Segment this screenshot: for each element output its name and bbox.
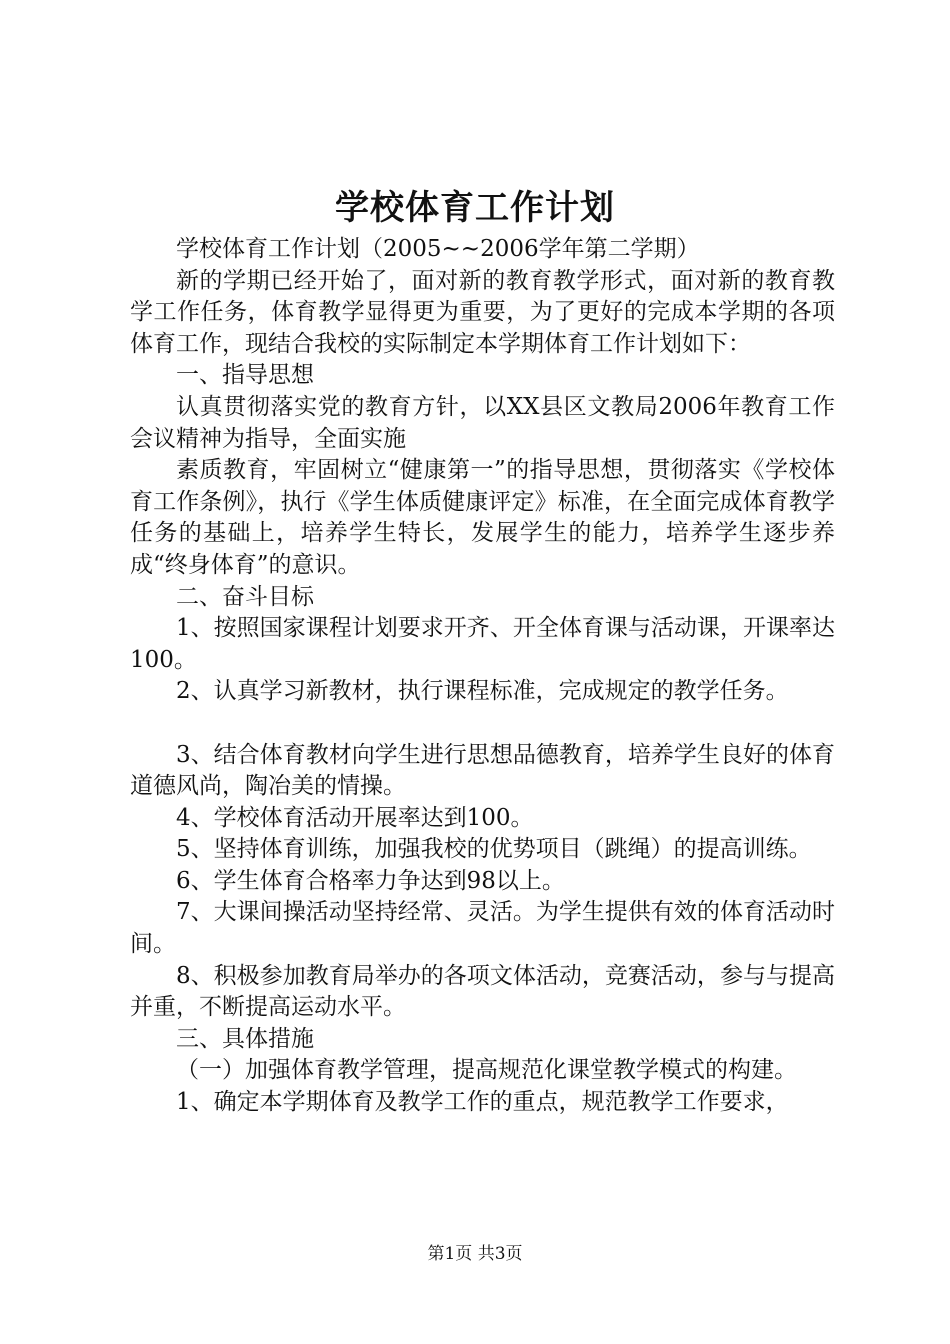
goal-item-6: 6、学生体育合格率力争达到98以上。 — [176, 867, 565, 894]
paragraph-intro: 新的学期已经开始了，面对新的教育教学形式，面对新的教育教学工作任务，体育教学显得更为重要，为了更好的完成本学期的各项体育工作，现结合我校的实际制定本学期体育工作计划如下： — [130, 267, 835, 357]
goal-item-1: 1、按照国家课程计划要求开齐、开全体育课与活动课，开课率达100。 — [130, 615, 835, 673]
section-heading-goals: 二、奋斗目标 — [176, 583, 314, 610]
goal-item-2: 2、认真学习新教材，执行课程标准，完成规定的教学任务。 — [176, 678, 789, 705]
paragraph-guiding-ideology-2: 素质教育，牢固树立“健康第一”的指导思想，贯彻落实《学校体育工作条例》，执行《学生体质健康评定》标准，在全面完成体育教学任务的基础上，培养学生特长，发展学生的能力，培养学生逐步养成“终身体育”的意识。 — [130, 457, 835, 578]
section-heading-guiding-ideology: 一、指导思想 — [176, 362, 314, 389]
goal-item-4: 4、学校体育活动开展率达到100。 — [176, 804, 534, 831]
document-title: 学校体育工作计划 — [335, 188, 615, 228]
goal-item-8: 8、积极参加教育局举办的各项文体活动，竞赛活动，参与与提高并重，不断提高运动水平。 — [130, 962, 835, 1021]
goal-item-3: 3、结合体育教材向学生进行思想品德教育，培养学生良好的体育道德风尚，陶冶美的情操。 — [130, 741, 835, 800]
page-number-footer: 第1页 共3页 — [427, 1244, 523, 1264]
blank-line — [130, 708, 835, 740]
section-heading-measures: 三、具体措施 — [176, 1025, 314, 1052]
measure-subheading-1: （一）加强体育教学管理，提高规范化课堂教学模式的构建。 — [176, 1057, 797, 1084]
document-body — [130, 234, 835, 1119]
goal-item-5: 5、坚持体育训练，加强我校的优势项目（跳绳）的提高训练。 — [176, 836, 812, 863]
goal-item-7: 7、大课间操活动坚持经常、灵活。为学生提供有效的体育活动时间。 — [130, 899, 835, 958]
paragraph-subtitle: 学校体育工作计划（2005~~2006学年第二学期） — [176, 236, 700, 262]
paragraph-guiding-ideology-1: 认真贯彻落实党的教育方针，以XX县区文教局2006年教育工作会议精神为指导，全面实施 — [130, 393, 835, 452]
measure-item-1: 1、确定本学期体育及教学工作的重点，规范教学工作要求， — [176, 1089, 789, 1116]
